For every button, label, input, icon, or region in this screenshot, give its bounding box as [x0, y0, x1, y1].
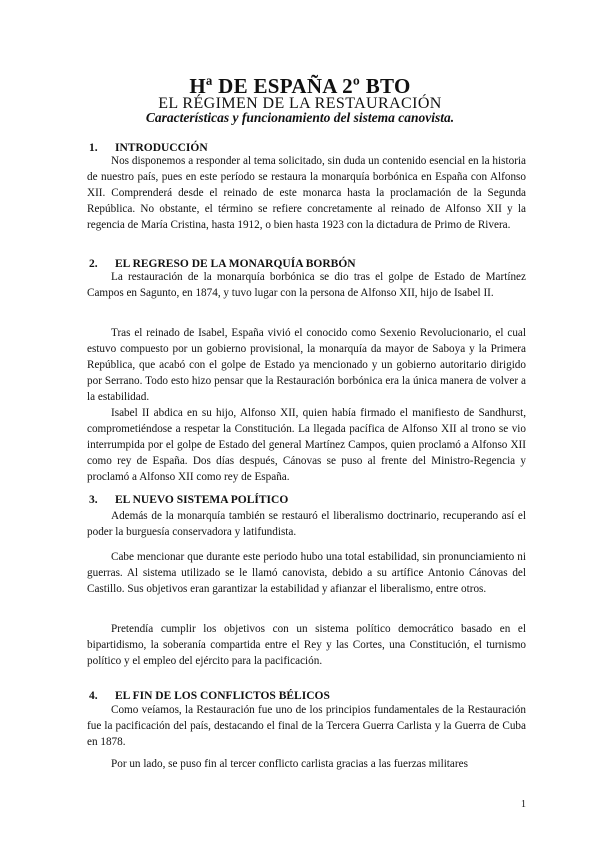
- paragraph: Como veíamos, la Restauración fue uno de los principios fundamentales de la Restauración fue la pacificación del país, destacando el final de la Tercera Guerra Carlista y la Guerra de Cuba en 1878.: [87, 704, 526, 748]
- page-number: 1: [521, 799, 526, 810]
- paragraph: Cabe mencionar que durante este periodo hubo una total estabilidad, sin pronunciamiento ni guerras. Al sistema utilizado se le llamó canovista, debido a su artífice Antonio Cánovas del Castillo. Sus objetivos eran garantizar la estabilidad y afianzar el liberalismo, entre otros.: [87, 551, 526, 595]
- paragraph: Nos disponemos a responder al tema solicitado, sin duda un contenido esencial en la historia de nuestro país, pues en este período se restaura la monarquía borbónica en España con Alfonso XII. Comprenderá desde el reinado de este monarca hasta la proclamación de la Segunda República. No obstante, el término se refiere concretamente al reinado de Alfonso XII y la regencia de María Cristina, hasta 1912, o bien hasta 1923 con la dictadura de Primo de Rivera.: [87, 155, 526, 231]
- section-number: 2.: [89, 258, 98, 270]
- section-number: 3.: [89, 494, 98, 506]
- section-heading-nuevo-sistema: [89, 494, 288, 506]
- paragraph: Por un lado, se puso fin al tercer conflicto carlista gracias a las fuerzas militares: [111, 758, 468, 770]
- document-title: Hª DE ESPAÑA 2º BTO: [189, 74, 411, 98]
- document-subheading: Características y funcionamiento del sistema canovista.: [145, 110, 455, 125]
- paragraph: Además de la monarquía también se restauró el liberalismo doctrinario, recuperando así el poder la burguesía conservadora y latifundista.: [87, 510, 526, 538]
- section-title: EL FIN DE LOS CONFLICTOS BÉLICOS: [115, 690, 330, 702]
- section-heading-fin-conflictos: [89, 690, 330, 702]
- document-subtitle: EL RÉGIMEN DE LA RESTAURACIÓN: [158, 95, 442, 112]
- section-title: EL NUEVO SISTEMA POLÍTICO: [115, 494, 289, 506]
- section-number: 4.: [89, 690, 98, 702]
- paragraph: Tras el reinado de Isabel, España vivió el conocido como Sexenio Revolucionario, el cual estuvo compuesto por un gobierno provisional, la monarquía da mayor de Saboya y la Primera República, que acabó con el golpe de Estado ya mencionado y un gobierno autoritario dirigido por Serrano. Todo esto hizo pensar que la Restauración borbónica era la única manera de volver a la estabilidad.: [87, 327, 526, 403]
- paragraph: Isabel II abdica en su hijo, Alfonso XII, quien había firmado el manifiesto de Sandhurst, comprometiéndose a respetar la Constitución. La llegada pacífica de Alfonso XII al trono se vio interrumpida por el golpe de Estado del general Martínez Campos, quien proclamó a Alfonso XII como rey de España. Dos días después, Cánovas se puso al frente del Ministro-Regencia y proclamó a Alfonso XII como rey de España.: [87, 407, 526, 483]
- paragraph: Pretendía cumplir los objetivos con un sistema político democrático basado en el bipartidismo, la soberanía compartida entre el Rey y las Cortes, una Constitución, el turnismo político y el empleo del ejército para la pacificación.: [87, 623, 526, 667]
- section-heading-regreso-monarquia: [89, 258, 356, 270]
- paragraph: La restauración de la monarquía borbónica se dio tras el golpe de Estado de Martínez Campos en Sagunto, en 1874, y tuvo lugar con la persona de Alfonso XII, hijo de Isabel II.: [87, 271, 526, 299]
- section-number: 1.: [89, 142, 98, 154]
- section-title: INTRODUCCIÓN: [115, 142, 208, 154]
- section-title: EL REGRESO DE LA MONARQUÍA BORBÓN: [115, 258, 356, 270]
- section-heading-introduccion: [89, 142, 208, 154]
